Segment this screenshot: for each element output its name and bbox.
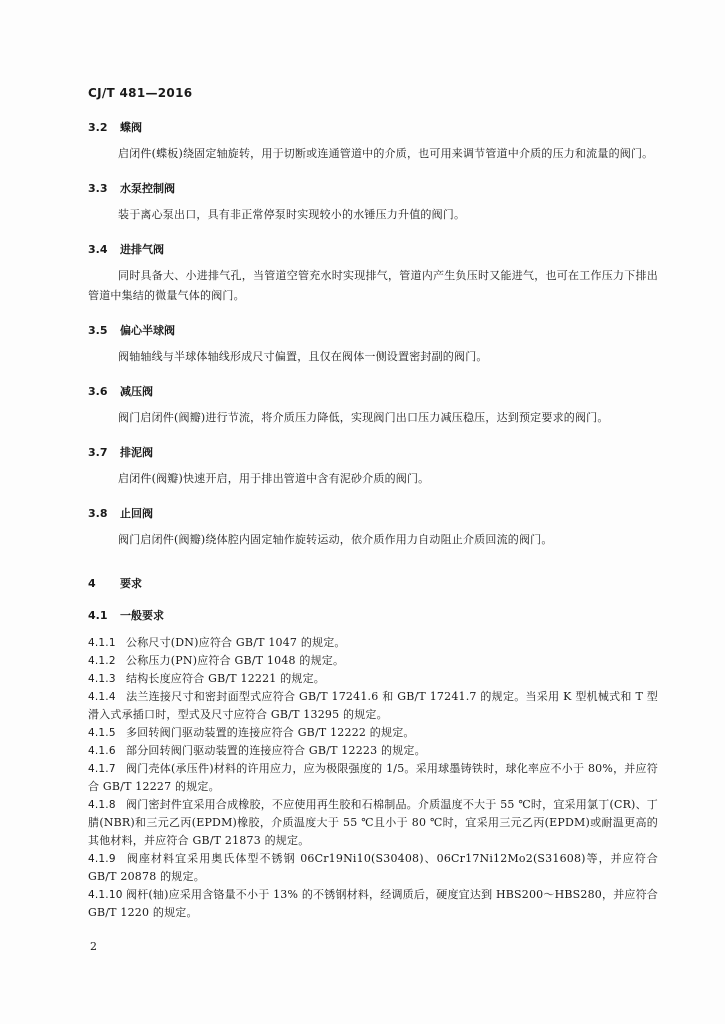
term-number: 3.8 <box>88 507 108 520</box>
term-number: 3.4 <box>88 243 108 256</box>
term-definition: 阀轴轴线与半球体轴线形成尺寸偏置，且仅在阀体一侧设置密封副的阀门。 <box>118 350 488 363</box>
requirement-clause <box>88 634 658 652</box>
term-definition: 阀门启闭件(阀瓣)绕体腔内固定轴作旋转运动，依介质作用力自动阻止介质回流的阀门。 <box>118 533 553 546</box>
term-section <box>88 445 658 489</box>
clause-number: 4.1.10 <box>88 889 123 901</box>
requirement-clause <box>88 886 658 922</box>
term-number: 3.5 <box>88 324 108 337</box>
term-section <box>88 384 658 428</box>
clause-text: 公称尺寸(DN)应符合 GB/T 1047 的规定。 <box>126 636 346 649</box>
clause-number: 4.1.1 <box>88 637 116 649</box>
clause-text: 阀座材料宜采用奥氏体型不锈钢 06Cr19Ni10(S30408)、06Cr17Ni12Mo2(S31608)等，并应符合 GB/T 20878 的规定。 <box>88 852 658 883</box>
requirement-clause <box>88 796 658 850</box>
term-title: 偏心半球阀 <box>120 324 175 337</box>
term-heading <box>88 323 658 339</box>
term-number: 3.6 <box>88 385 108 398</box>
term-definition: 启闭件(蝶板)绕固定轴旋转，用于切断或连通管道中的介质，也可用来调节管道中介质的压力和流量的阀门。 <box>118 147 654 160</box>
term-heading <box>88 242 658 258</box>
clause-text: 部分回转阀门驱动装置的连接应符合 GB/T 12223 的规定。 <box>126 744 426 757</box>
requirement-clause <box>88 742 658 760</box>
term-heading <box>88 445 658 461</box>
term-section <box>88 242 658 306</box>
requirement-clause <box>88 688 658 724</box>
chapter-number: 4 <box>88 577 96 590</box>
subsection-heading <box>88 608 658 624</box>
clause-text: 阀门密封件宜采用合成橡胶，不应使用再生胶和石棉制品。介质温度不大于 55 ℃时，宜采用氯丁(CR)、丁腈(NBR)和三元乙丙(EPDM)橡胶，介质温度大于 55 ℃且小于 80 ℃时，宜采用三元乙丙(EPDM)或耐温更高的其他材料，并应符合 GB/T 21873 的规定。 <box>88 798 658 847</box>
term-heading <box>88 181 658 197</box>
term-number: 3.7 <box>88 446 108 459</box>
term-title: 减压阀 <box>120 385 153 398</box>
clause-number: 4.1.4 <box>88 691 116 703</box>
term-definition: 启闭件(阀瓣)快速开启，用于排出管道中含有泥砂介质的阀门。 <box>118 472 430 485</box>
term-number: 3.2 <box>88 121 108 134</box>
term-heading <box>88 384 658 400</box>
term-heading <box>88 120 658 136</box>
chapter-heading <box>88 576 658 592</box>
requirement-clause <box>88 850 658 886</box>
term-definition: 同时具备大、小进排气孔，当管道空管充水时实现排气，管道内产生负压时又能进气，也可在工作压力下排出管道中集结的微量气体的阀门。 <box>88 269 658 302</box>
term-definition: 阀门启闭件(阀瓣)进行节流，将介质压力降低，实现阀门出口压力减压稳压，达到预定要求的阀门。 <box>118 411 609 424</box>
term-title: 蝶阀 <box>120 121 142 134</box>
clause-number: 4.1.5 <box>88 727 116 739</box>
term-title: 水泵控制阀 <box>120 182 175 195</box>
page-content <box>88 120 658 922</box>
requirement-clause <box>88 724 658 742</box>
term-title: 止回阀 <box>120 507 153 520</box>
requirement-clause <box>88 670 658 688</box>
clause-text: 结构长度应符合 GB/T 12221 的规定。 <box>126 672 325 685</box>
term-section <box>88 506 658 550</box>
term-title: 排泥阀 <box>120 446 153 459</box>
clause-number: 4.1.9 <box>88 853 116 865</box>
requirement-clause <box>88 760 658 796</box>
clause-text: 公称压力(PN)应符合 GB/T 1048 的规定。 <box>126 654 345 667</box>
clause-number: 4.1.7 <box>88 763 116 775</box>
clause-number: 4.1.3 <box>88 673 116 685</box>
term-definition: 装于离心泵出口，具有非正常停泵时实现较小的水锤压力升值的阀门。 <box>118 208 466 221</box>
page-number: 2 <box>90 940 97 953</box>
subsection-number: 4.1 <box>88 609 108 622</box>
standard-code-header: CJ/T 481—2016 <box>88 86 193 100</box>
term-number: 3.3 <box>88 182 108 195</box>
clause-number: 4.1.8 <box>88 799 116 811</box>
requirement-clause <box>88 652 658 670</box>
chapter-title: 要求 <box>120 577 142 590</box>
clause-text: 法兰连接尺寸和密封面型式应符合 GB/T 17241.6 和 GB/T 17241.7 的规定。当采用 K 型机械式和 T 型滑入式承插口时，型式及尺寸应符合 GB/T 13295 的规定。 <box>88 690 658 721</box>
term-heading <box>88 506 658 522</box>
clause-number: 4.1.6 <box>88 745 116 757</box>
term-section <box>88 181 658 225</box>
term-section <box>88 323 658 367</box>
clause-number: 4.1.2 <box>88 655 116 667</box>
clause-text: 多回转阀门驱动装置的连接应符合 GB/T 12222 的规定。 <box>126 726 415 739</box>
term-title: 进排气阀 <box>120 243 164 256</box>
clause-text: 阀杆(轴)应采用含铬量不小于 13% 的不锈钢材料，经调质后，硬度宜达到 HBS200～HBS280，并应符合 GB/T 1220 的规定。 <box>88 888 658 919</box>
term-section <box>88 120 658 164</box>
clause-text: 阀门壳体(承压件)材料的许用应力，应为极限强度的 1/5。采用球墨铸铁时，球化率应不小于 80%，并应符合 GB/T 12227 的规定。 <box>88 762 658 793</box>
subsection-title: 一般要求 <box>120 609 164 622</box>
